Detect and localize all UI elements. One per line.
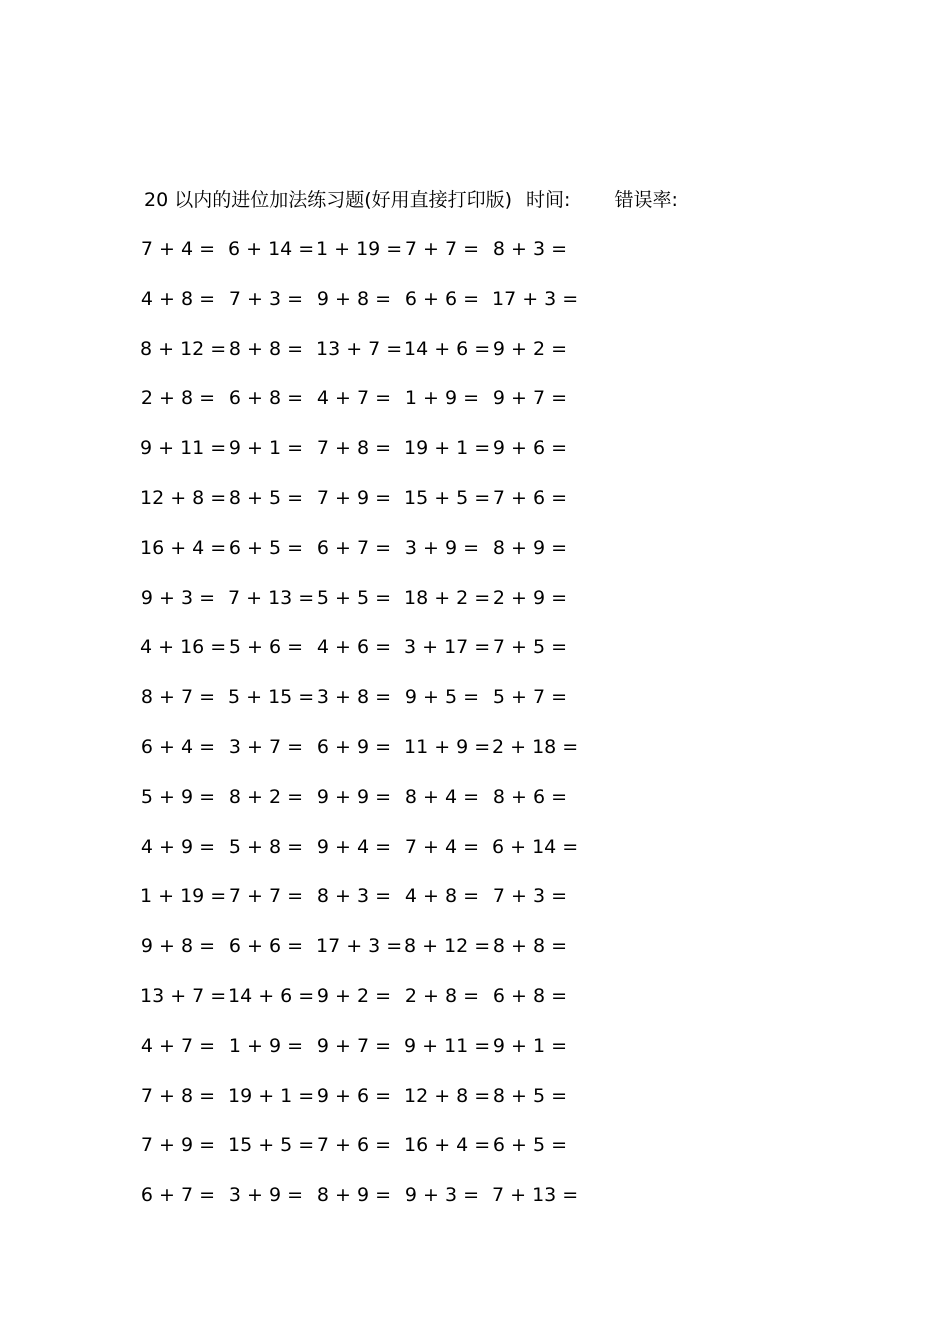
addition-problem: 5 + 15 = — [228, 686, 315, 709]
addition-problem: 6 + 7 = — [316, 536, 392, 559]
addition-problem: 9 + 3 = — [140, 586, 216, 609]
addition-problem: 6 + 8 = — [492, 985, 568, 1007]
problem-row — [0, 1031, 700, 1061]
addition-problem: 3 + 7 = — [228, 736, 304, 758]
addition-problem: 13 + 7 = — [140, 985, 227, 1007]
addition-problem: 19 + 1 = — [404, 437, 491, 460]
addition-problem: 14 + 6 = — [404, 337, 491, 360]
worksheet-title: 20 以内的进位加法练习题(好用直接打印版) — [144, 189, 513, 211]
problem-row — [0, 782, 700, 812]
addition-problem: 9 + 3 = — [404, 1184, 480, 1207]
addition-problem: 6 + 5 = — [492, 1134, 568, 1157]
addition-problem: 3 + 17 = — [404, 636, 491, 659]
addition-problem: 4 + 7 = — [316, 387, 392, 410]
problem-row — [0, 632, 700, 662]
addition-problem: 9 + 1 = — [492, 1034, 568, 1057]
addition-problem: 11 + 9 = — [404, 736, 491, 758]
addition-problem: 4 + 6 = — [316, 636, 392, 659]
addition-problem: 9 + 11 = — [404, 1034, 491, 1057]
addition-problem: 8 + 5 = — [228, 487, 304, 509]
addition-problem: 8 + 5 = — [492, 1084, 568, 1107]
addition-problem: 16 + 4 = — [404, 1134, 491, 1157]
problem-row — [0, 383, 700, 413]
problem-row — [0, 1180, 700, 1210]
addition-problem: 7 + 4 = — [404, 835, 480, 858]
addition-problem: 7 + 4 = — [140, 238, 216, 260]
addition-problem: 5 + 6 = — [228, 636, 304, 659]
addition-problem: 6 + 5 = — [228, 536, 304, 559]
addition-problem: 3 + 9 = — [404, 536, 480, 559]
addition-problem: 6 + 14 = — [228, 238, 315, 260]
addition-problem: 8 + 2 = — [228, 785, 304, 808]
addition-problem: 7 + 7 = — [228, 885, 304, 908]
addition-problem: 7 + 5 = — [492, 636, 568, 659]
addition-problem: 12 + 8 = — [404, 1084, 491, 1107]
addition-problem: 6 + 14 = — [492, 835, 579, 858]
addition-problem: 9 + 6 = — [316, 1084, 392, 1107]
addition-problem: 19 + 1 = — [228, 1084, 315, 1107]
time-label: 时间: — [526, 189, 571, 211]
error-rate-label: 错误率: — [614, 189, 678, 211]
problem-row — [0, 433, 700, 463]
addition-problem: 4 + 8 = — [140, 287, 216, 310]
addition-problem: 7 + 3 = — [228, 287, 304, 310]
addition-problem: 7 + 3 = — [492, 885, 568, 908]
addition-problem: 3 + 8 = — [316, 686, 392, 709]
problem-row — [0, 881, 700, 911]
problem-row — [0, 981, 700, 1011]
addition-problem: 5 + 9 = — [140, 785, 216, 808]
addition-problem: 8 + 8 = — [228, 337, 304, 360]
addition-problem: 9 + 7 = — [316, 1034, 392, 1057]
addition-problem: 7 + 9 = — [140, 1134, 216, 1157]
addition-problem: 17 + 3 = — [316, 935, 403, 958]
addition-problem: 5 + 8 = — [228, 835, 304, 858]
problem-row — [0, 284, 700, 314]
problem-row — [0, 483, 700, 513]
addition-problem: 4 + 7 = — [140, 1034, 216, 1057]
addition-problem: 13 + 7 = — [316, 337, 403, 360]
problem-row — [0, 732, 700, 762]
addition-problem: 1 + 19 = — [140, 885, 227, 908]
addition-problem: 14 + 6 = — [228, 985, 315, 1007]
problem-row — [0, 682, 700, 712]
addition-problem: 8 + 4 = — [404, 785, 480, 808]
addition-problem: 6 + 9 = — [316, 736, 392, 758]
addition-problem: 9 + 8 = — [316, 287, 392, 310]
addition-problem: 4 + 8 = — [404, 885, 480, 908]
addition-problem: 6 + 6 = — [228, 935, 304, 958]
addition-problem: 8 + 9 = — [316, 1184, 392, 1207]
addition-problem: 7 + 8 = — [140, 1084, 216, 1107]
addition-problem: 9 + 8 = — [140, 935, 216, 958]
addition-problem: 6 + 6 = — [404, 287, 480, 310]
addition-problem: 2 + 8 = — [140, 387, 216, 410]
addition-problem: 7 + 6 = — [492, 487, 568, 509]
addition-problem: 8 + 12 = — [404, 935, 491, 958]
addition-problem: 8 + 9 = — [492, 536, 568, 559]
addition-problem: 1 + 19 = — [316, 238, 403, 260]
addition-problem: 9 + 7 = — [492, 387, 568, 410]
problem-row — [0, 533, 700, 563]
addition-problem: 9 + 4 = — [316, 835, 392, 858]
addition-problem: 18 + 2 = — [404, 586, 491, 609]
addition-problem: 7 + 8 = — [316, 437, 392, 460]
addition-problem: 1 + 9 = — [228, 1034, 304, 1057]
problem-row — [0, 1130, 700, 1160]
addition-problem: 3 + 9 = — [228, 1184, 304, 1207]
problem-row — [0, 583, 700, 613]
addition-problem: 8 + 3 = — [316, 885, 392, 908]
addition-problem: 2 + 18 = — [492, 736, 579, 758]
addition-problem: 7 + 9 = — [316, 487, 392, 509]
addition-problem: 7 + 7 = — [404, 238, 480, 260]
addition-problem: 17 + 3 = — [492, 287, 579, 310]
addition-problem: 8 + 3 = — [492, 238, 568, 260]
problem-row — [0, 931, 700, 961]
addition-problem: 7 + 13 = — [228, 586, 315, 609]
addition-problem: 7 + 13 = — [492, 1184, 579, 1207]
addition-problem: 6 + 4 = — [140, 736, 216, 758]
addition-problem: 4 + 16 = — [140, 636, 227, 659]
addition-problem: 8 + 12 = — [140, 337, 227, 360]
addition-problem: 7 + 6 = — [316, 1134, 392, 1157]
problem-row — [0, 334, 700, 364]
addition-problem: 9 + 2 = — [316, 985, 392, 1007]
addition-problem: 8 + 8 = — [492, 935, 568, 958]
addition-problem: 9 + 11 = — [140, 437, 227, 460]
problem-row — [0, 234, 700, 264]
addition-problem: 6 + 7 = — [140, 1184, 216, 1207]
addition-problem: 5 + 7 = — [492, 686, 568, 709]
addition-problem: 9 + 5 = — [404, 686, 480, 709]
addition-problem: 9 + 9 = — [316, 785, 392, 808]
addition-problem: 12 + 8 = — [140, 487, 227, 509]
addition-problem: 9 + 2 = — [492, 337, 568, 360]
addition-problem: 9 + 1 = — [228, 437, 304, 460]
addition-problem: 2 + 8 = — [404, 985, 480, 1007]
addition-problem: 9 + 6 = — [492, 437, 568, 460]
addition-problem: 5 + 5 = — [316, 586, 392, 609]
addition-problem: 16 + 4 = — [140, 536, 227, 559]
addition-problem: 8 + 7 = — [140, 686, 216, 709]
addition-problem: 15 + 5 = — [228, 1134, 315, 1157]
addition-problem: 2 + 9 = — [492, 586, 568, 609]
worksheet-header — [144, 186, 678, 214]
addition-problem: 4 + 9 = — [140, 835, 216, 858]
addition-problem: 15 + 5 = — [404, 487, 491, 509]
addition-problem: 8 + 6 = — [492, 785, 568, 808]
addition-problem: 1 + 9 = — [404, 387, 480, 410]
problem-row — [0, 1081, 700, 1111]
addition-problem: 6 + 8 = — [228, 387, 304, 410]
problem-row — [0, 832, 700, 862]
